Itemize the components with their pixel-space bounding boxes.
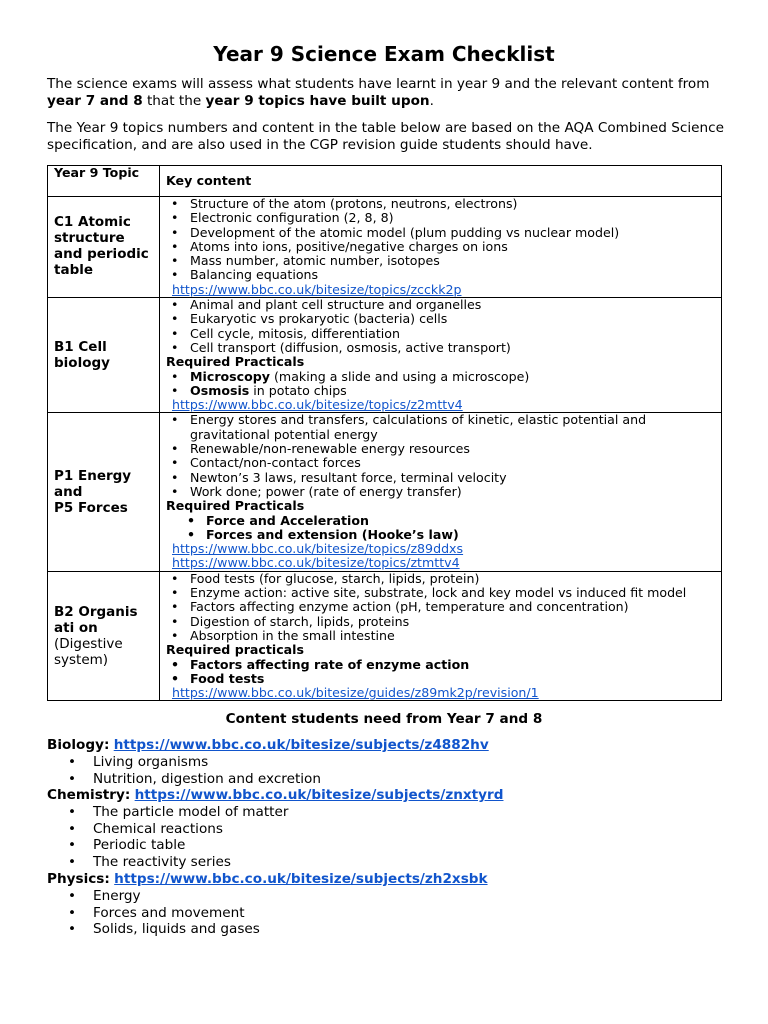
header-content-label: Key content <box>166 172 252 188</box>
required-practicals-label: Required Practicals <box>166 498 305 514</box>
table-row <box>48 571 722 701</box>
list-item: • Chemical reactions <box>47 821 737 838</box>
intro-text: The science exams will assess what students have learnt in year 9 and the relevant content from <box>47 76 710 92</box>
list-item: • Cell cycle, mitosis, differentiation <box>166 327 715 341</box>
practical-item <box>166 370 715 384</box>
table-row <box>48 197 722 298</box>
list-item: • Work done; power (rate of energy transfer) <box>166 485 715 499</box>
list-item: • Living organisms <box>47 754 737 771</box>
topic-name: B2 Organisati on <box>54 604 138 637</box>
topic-line: P5 Forces <box>54 500 128 517</box>
table-row <box>48 413 722 571</box>
topic-line: and <box>54 484 83 501</box>
subject-physics <box>47 871 737 938</box>
subject-topic-list <box>47 804 737 871</box>
subject-link[interactable]: https://www.bbc.co.uk/bitesize/subjects/zh2xsbk <box>114 871 488 887</box>
list-item: • Solids, liquids and gases <box>47 921 737 938</box>
subject-heading <box>47 871 737 888</box>
list-item: • Renewable/non-renewable energy resources <box>166 442 715 456</box>
key-content-list <box>166 298 715 355</box>
subject-heading <box>47 737 737 754</box>
intro-emphasis: year 7 and 8 <box>47 93 143 109</box>
header-cell-topic <box>48 166 160 197</box>
list-item: • Electronic configuration (2, 8, 8) <box>166 211 715 225</box>
key-content-list <box>166 197 715 283</box>
subject-topic-list <box>47 754 737 788</box>
list-item: • Atoms into ions, positive/negative charges on ions <box>166 240 715 254</box>
list-item: • Nutrition, digestion and excretion <box>47 771 737 788</box>
intro-text: . <box>429 93 434 109</box>
intro-emphasis: year 9 topics have built upon <box>205 93 430 109</box>
list-item: • Cell transport (diffusion, osmosis, active transport) <box>166 341 715 355</box>
intro-paragraph-2: The Year 9 topics numbers and content in the table below are based on the AQA Combined Science specification, and are also used in the CGP revision guide students should have. <box>47 120 724 153</box>
list-item: • Energy <box>47 888 737 905</box>
intro-paragraph-1 <box>47 76 737 110</box>
content-cell <box>160 571 722 701</box>
list-item: • Factors affecting enzyme action (pH, temperature and concentration) <box>166 600 715 614</box>
practical-name: Osmosis <box>190 382 250 398</box>
subject-label: Biology: <box>47 737 110 753</box>
list-item: • Digestion of starch, lipids, proteins <box>166 615 715 629</box>
table-row <box>48 298 722 413</box>
subject-heading <box>47 787 737 804</box>
list-item: • Energy stores and transfers, calculations of kinetic, elastic potential and gravitational potential energy <box>166 413 715 442</box>
subject-link[interactable]: https://www.bbc.co.uk/bitesize/subjects/znxtyrd <box>134 787 504 803</box>
list-item: • Newton’s 3 laws, resultant force, terminal velocity <box>166 471 715 485</box>
bitesize-link[interactable]: https://www.bbc.co.uk/bitesize/topics/z2mttv4 <box>172 397 463 413</box>
topic-name <box>54 468 155 516</box>
bitesize-link[interactable]: https://www.bbc.co.uk/bitesize/topics/z89ddxs <box>172 541 464 557</box>
practical-item: • Force and Acceleration <box>166 514 715 528</box>
practicals-list <box>166 658 715 687</box>
practicals-list <box>166 370 715 399</box>
required-practicals-label: Required practicals <box>166 642 304 658</box>
subject-link[interactable]: https://www.bbc.co.uk/bitesize/subjects/z4882hv <box>113 737 489 753</box>
list-item: • Eukaryotic vs prokaryotic (bacteria) cells <box>166 312 715 326</box>
content-cell <box>160 413 722 571</box>
list-item: • Absorption in the small intestine <box>166 629 715 643</box>
topic-name: B1 Cell biology <box>54 339 110 372</box>
page-title: Year 9 Science Exam Checklist <box>213 42 555 66</box>
topic-cell <box>48 298 160 413</box>
subject-biology <box>47 737 737 787</box>
topic-cell <box>48 413 160 571</box>
list-item: • Food tests (for glucose, starch, lipids, protein) <box>166 572 715 586</box>
key-content-list <box>166 572 715 643</box>
key-content-list <box>166 413 715 499</box>
practical-item: • Forces and extension (Hooke’s law) <box>166 528 715 542</box>
content-cell <box>160 197 722 298</box>
bitesize-link[interactable]: https://www.bbc.co.uk/bitesize/topics/ztmttv4 <box>172 555 460 571</box>
list-item: • The particle model of matter <box>47 804 737 821</box>
header-topic-label: Year 9 Topic <box>54 165 140 180</box>
list-item: • Structure of the atom (protons, neutrons, electrons) <box>166 197 715 211</box>
list-item: • Periodic table <box>47 837 737 854</box>
required-practicals-label: Required Practicals <box>166 354 305 370</box>
subject-topic-list <box>47 888 737 938</box>
list-item: • Development of the atomic model (plum pudding vs nuclear model) <box>166 226 715 240</box>
list-item: • Balancing equations <box>166 268 715 282</box>
topic-cell <box>48 197 160 298</box>
practical-item <box>166 384 715 398</box>
table-header-row <box>48 166 722 197</box>
list-item: • Mass number, atomic number, isotopes <box>166 254 715 268</box>
topic-subtitle <box>54 636 155 668</box>
bitesize-link[interactable]: https://www.bbc.co.uk/bitesize/guides/z89mk2p/revision/1 <box>172 685 539 701</box>
practical-item: • Food tests <box>166 672 715 686</box>
list-item: • Animal and plant cell structure and organelles <box>166 298 715 312</box>
list-item: • Contact/non-contact forces <box>166 456 715 470</box>
practical-detail: in potato chips <box>249 382 347 398</box>
practical-name: Microscopy <box>190 368 271 384</box>
section-heading: Content students need from Year 7 and 8 <box>225 711 543 727</box>
subject-chemistry <box>47 787 737 871</box>
bitesize-link[interactable]: https://www.bbc.co.uk/bitesize/topics/zcckk2p <box>172 281 462 297</box>
list-item: • Forces and movement <box>47 905 737 922</box>
content-cell <box>160 298 722 413</box>
subject-label: Chemistry: <box>47 787 131 803</box>
practicals-list <box>166 514 715 543</box>
list-item: • The reactivity series <box>47 854 737 871</box>
topic-cell <box>48 571 160 701</box>
header-cell-content <box>160 166 722 197</box>
list-item: • Enzyme action: active site, substrate, lock and key model vs induced fit model <box>166 586 715 600</box>
checklist-table <box>47 165 722 701</box>
subject-label: Physics: <box>47 871 110 887</box>
intro-text: that the <box>142 93 206 109</box>
practical-detail: (making a slide and using a microscope) <box>270 368 530 384</box>
practical-item: • Factors affecting rate of enzyme action <box>166 658 715 672</box>
topic-subtitle-text: (Digestive system) <box>54 636 123 669</box>
topic-line: P1 Energy <box>54 468 132 485</box>
topic-name: C1 Atomic structure and periodic table <box>54 214 149 278</box>
